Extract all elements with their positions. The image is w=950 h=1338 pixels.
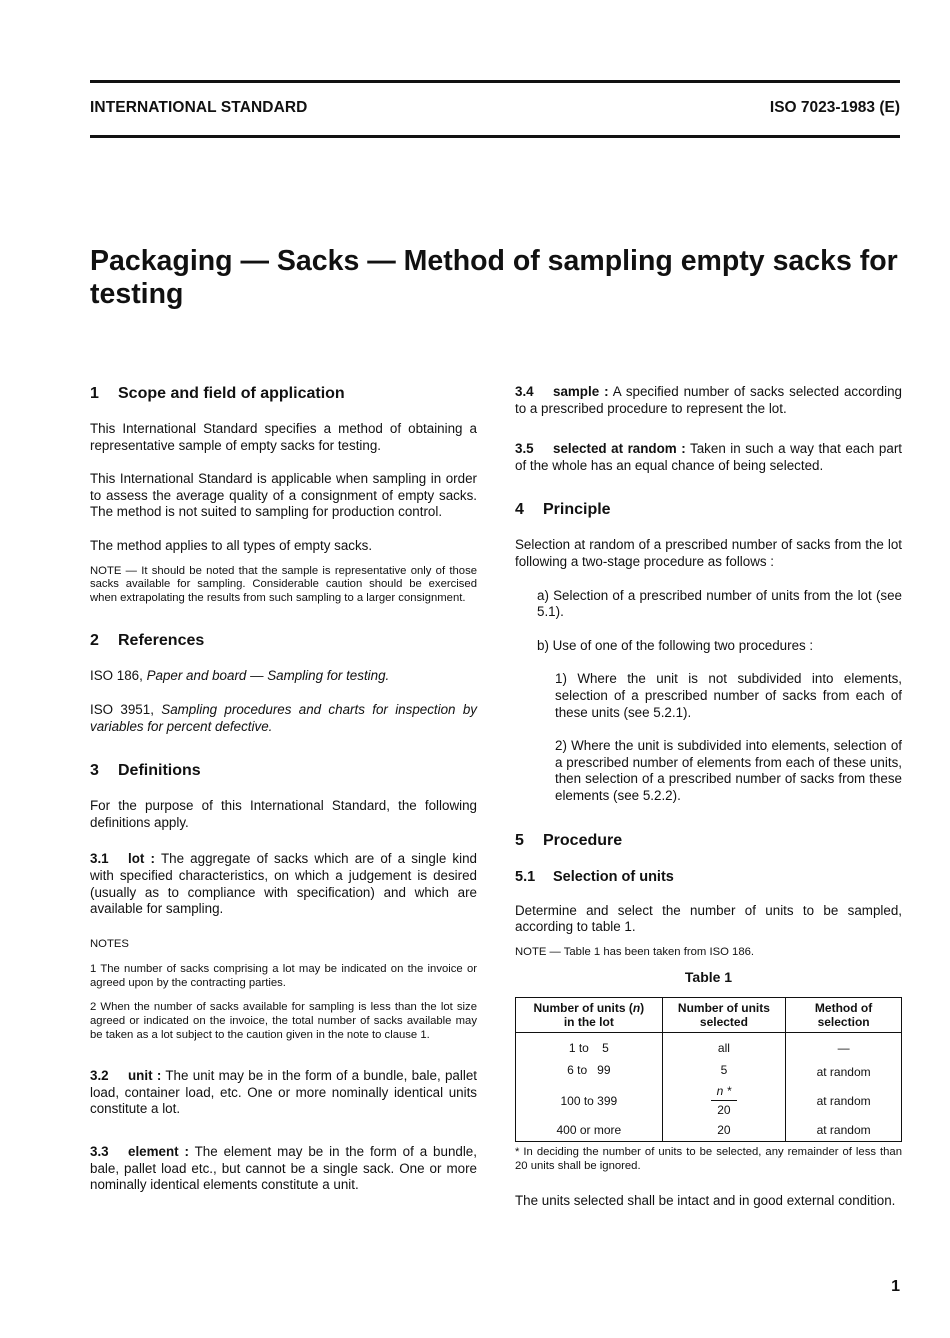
definition-3-4: 3.4 sample : A specified number of sacks selected according to a prescribed procedure to represent the lot. <box>515 384 903 416</box>
table-row <box>516 1058 902 1082</box>
table-cell-fraction <box>662 1082 786 1120</box>
section-1-paragraph-2: This International Standard is applicable when sampling in order to assess the average quality of a consignment of empty sacks. The method is not suited to sampling for production control. <box>90 471 477 520</box>
header-standard-number: ISO 7023-1983 (E) <box>769 99 900 116</box>
table-1-footnote: * In deciding the number of units to be selected, any remainder of less than 20 units shall be ignored. <box>515 1146 902 1172</box>
table-1-title: Table 1 <box>684 969 733 986</box>
definition-note-1: 1 The number of sacks comprising a lot may be indicated on the invoice or agreed upon by the contracting parties. <box>90 963 477 989</box>
principle-item-b1: 1) Where the unit is not subdivided into elements, selection of a prescribed number of sacks from each of these units (see 5.2.1). <box>555 671 902 720</box>
section-4-intro: Selection at random of a prescribed number of sacks from the lot following a two-stage procedure as follows : <box>515 537 902 569</box>
principle-item-b2: 2) Where the unit is subdivided into elements, selection of a prescribed number of elements from each of these units, then selection of a prescribed number of sacks from these elements (see 5.2.2). <box>555 738 902 803</box>
definition-3-1: 3.1 lot : The aggregate of sacks which are of a single kind with specified characteristics, on which a judgement is desired (usually as to compliance with specification) and which are available for sampling. <box>90 851 477 917</box>
reference-iso-3951: ISO 3951, Sampling procedures and charts for inspection by variables for percent defective. <box>90 701 477 734</box>
header-bottom-rule <box>90 135 900 138</box>
table-cell: 100 to 399 <box>516 1082 663 1120</box>
section-5-heading: 5 Procedure <box>515 831 623 849</box>
principle-item-b: b) Use of one of the following two procedures : <box>537 637 814 653</box>
section-1-heading: 1 Scope and field of application <box>90 385 345 402</box>
section-3-heading: 3 Definitions <box>90 762 201 780</box>
table-cell: 400 or more <box>516 1120 663 1142</box>
table-cell: 20 <box>662 1120 786 1142</box>
table-header-method: Method of selection <box>786 997 902 1032</box>
table-cell: at random <box>786 1082 902 1120</box>
table-cell: at random <box>786 1120 902 1142</box>
definition-3-5: 3.5 selected at random : Taken in such a way that each part of the whole has an equal chance of being selected. <box>515 441 903 473</box>
table-row <box>516 1032 902 1058</box>
subsection-5-1-heading: 5.1 Selection of units <box>515 868 674 885</box>
table-cell: 6 to 99 <box>516 1058 663 1082</box>
reference-iso-186: ISO 186, Paper and board — Sampling for testing. <box>90 668 390 684</box>
fraction-n-over-20: $\frac{n *}{20}$ <box>711 1083 738 1119</box>
table-1 <box>515 997 902 1142</box>
page-number: 1 <box>891 1278 900 1295</box>
section-3-intro: For the purpose of this International Standard, the following definitions apply. <box>90 798 477 830</box>
definition-3-3: 3.3 element : The element may be in the form of a bundle, bale, pallet load etc., but cannot be a single sack. One or more nominally identical elements constitute a unit. <box>90 1144 477 1193</box>
table-cell: all <box>662 1032 786 1058</box>
definition-note-2: 2 When the number of sacks available for sampling is less than the lot size agreed or indicated on the invoice, the total number of sacks available may be taken as a lot subject to the caution given in the note to clause 1. <box>90 1001 477 1041</box>
header-doc-type: INTERNATIONAL STANDARD <box>90 99 308 116</box>
table-cell: 1 to 5 <box>516 1032 663 1058</box>
subsection-5-1-note: NOTE — Table 1 has been taken from ISO 186. <box>515 945 755 958</box>
table-cell: at random <box>786 1058 902 1082</box>
table-cell: — <box>786 1032 902 1058</box>
table-cell: 5 <box>662 1058 786 1082</box>
table-row <box>516 1120 902 1142</box>
table-header-row <box>516 997 902 1032</box>
principle-item-a: a) Selection of a prescribed number of units from the lot (see 5.1). <box>537 587 902 620</box>
table-header-units-in-lot: Number of units (n) in the lot <box>516 997 663 1032</box>
section-1-paragraph-3: The method applies to all types of empty sacks. <box>90 537 373 553</box>
document-title: Packaging — Sacks — Method of sampling empty sacks for testing <box>90 245 898 310</box>
notes-heading: NOTES <box>90 937 129 950</box>
section-2-heading: 2 References <box>90 632 205 650</box>
definition-3-2: 3.2 unit : The unit may be in the form of a bundle, bale, pallet load, container load, etc. One or more nominally identical units constitute a lot. <box>90 1068 477 1117</box>
table-header-units-selected: Number of units selected <box>662 997 786 1032</box>
subsection-5-1-text: Determine and select the number of units to be sampled, according to table 1. <box>515 902 902 935</box>
section-1-note: NOTE — It should be noted that the sample is representative only of those sacks available for sampling. Considerable caution should be exercised when extrapolating the results from such sampling to a larger consignment. <box>90 564 477 604</box>
left-column <box>90 384 477 1211</box>
section-5-closing: The units selected shall be intact and in good external condition. <box>515 1193 896 1209</box>
section-1-paragraph-1: This International Standard specifies a method of obtaining a representative sample of empty sacks for testing. <box>90 421 477 453</box>
section-4-heading: 4 Principle <box>515 501 611 519</box>
right-column <box>515 384 902 1227</box>
header-top-rule <box>90 80 900 83</box>
table-row <box>516 1082 902 1120</box>
